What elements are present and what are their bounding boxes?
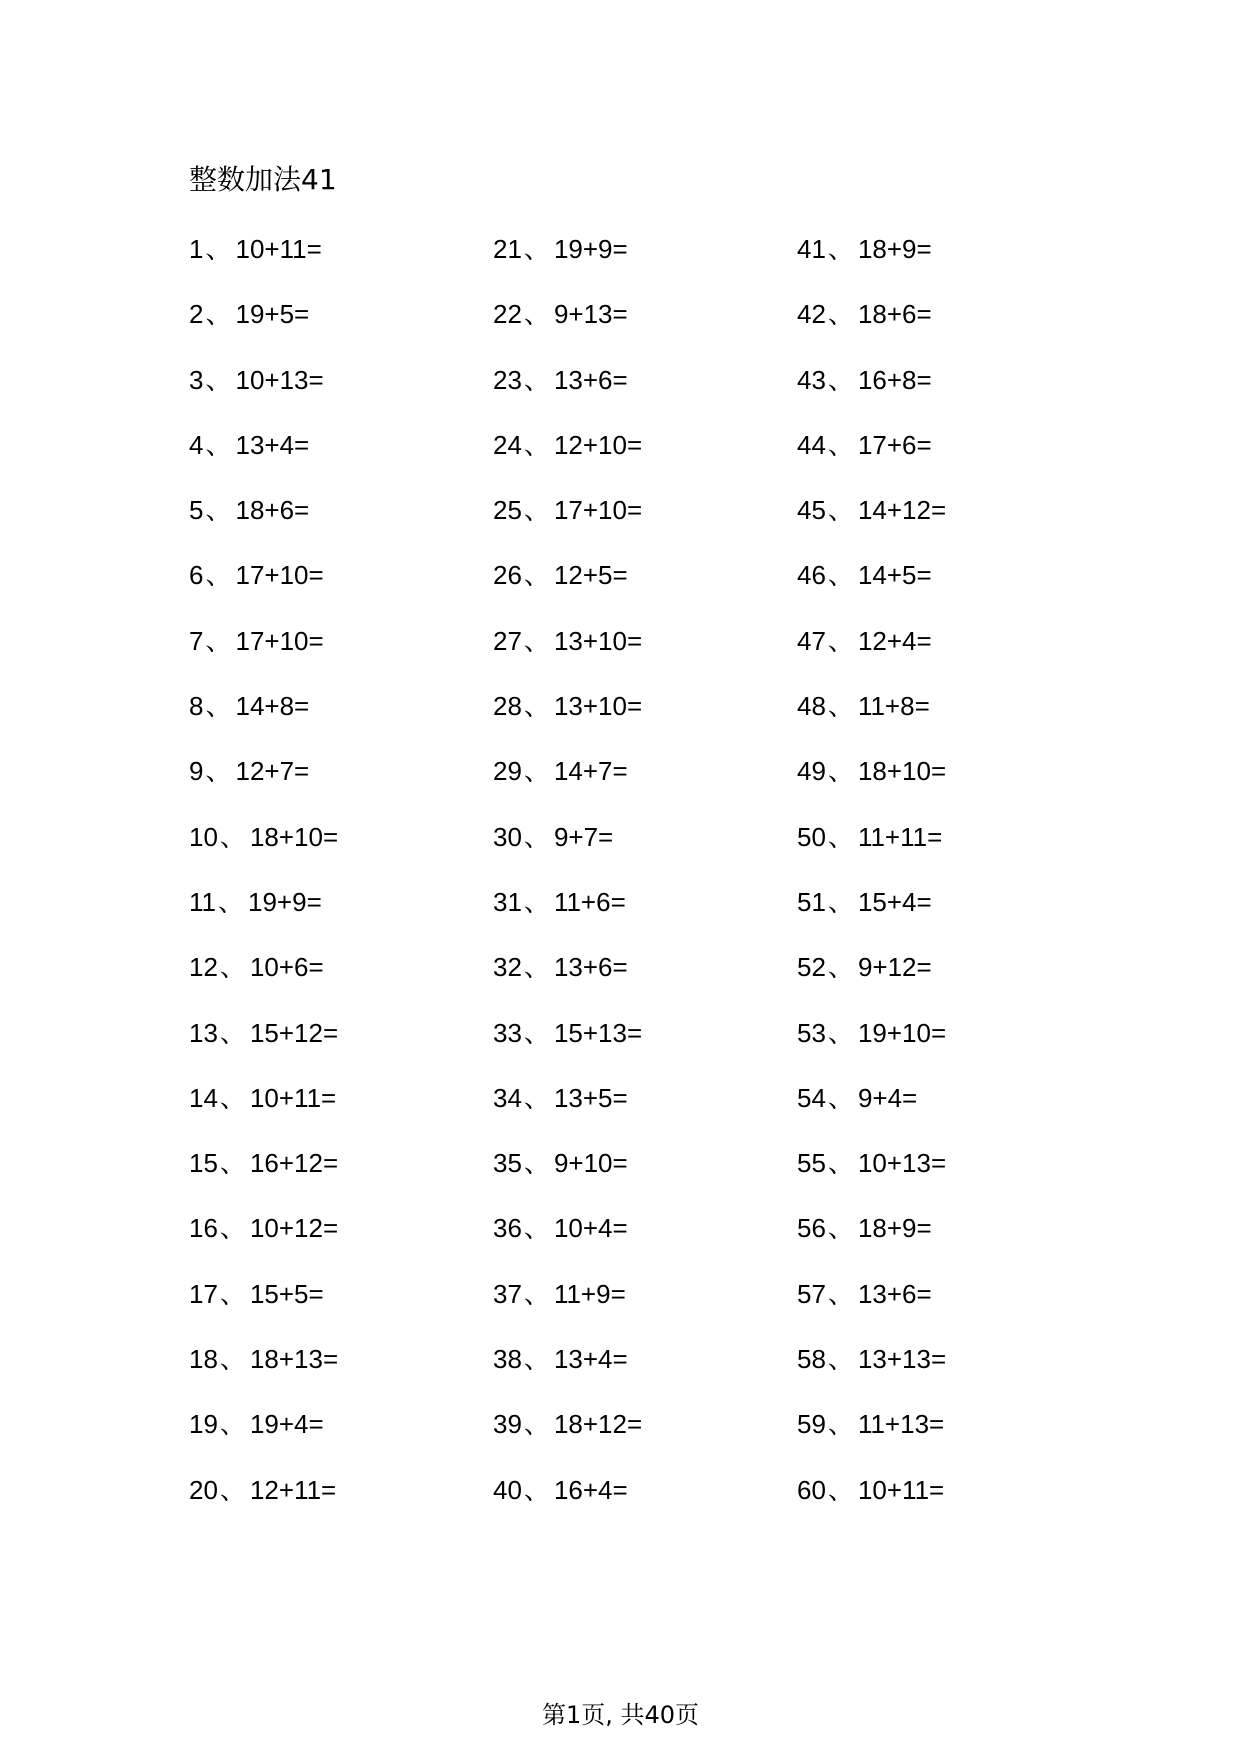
problem-expression: 11+9=	[553, 1278, 626, 1309]
problem-separator: 、	[219, 822, 246, 853]
problem-item	[797, 1013, 946, 1078]
problem-expression: 13+5=	[553, 1082, 628, 1113]
problem-expression: 14+7=	[553, 756, 628, 787]
problem-number: 28	[493, 691, 522, 722]
problem-item	[797, 817, 946, 882]
problem-expression: 11+11=	[857, 821, 943, 852]
problem-number: 56	[797, 1213, 826, 1244]
problem-expression: 19+5=	[235, 299, 310, 330]
problem-separator: 、	[827, 365, 854, 396]
problem-separator: 、	[827, 757, 854, 788]
problem-item	[189, 360, 338, 425]
problem-column-2	[493, 229, 642, 1535]
problem-separator: 、	[827, 561, 854, 592]
problem-separator: 、	[205, 692, 232, 723]
problem-number: 58	[797, 1344, 826, 1375]
problem-number: 30	[493, 821, 522, 852]
problem-number: 55	[797, 1148, 826, 1179]
problem-expression: 9+10=	[553, 1148, 628, 1179]
problem-item	[797, 751, 946, 816]
problem-number: 36	[493, 1213, 522, 1244]
problem-number: 15	[189, 1148, 218, 1179]
problem-separator: 、	[827, 1475, 854, 1506]
problem-item	[493, 1404, 642, 1469]
problem-number: 29	[493, 756, 522, 787]
problem-number: 3	[189, 364, 204, 395]
problem-expression: 13+6=	[553, 952, 628, 983]
problem-separator: 、	[205, 235, 232, 265]
problem-column-3	[797, 229, 946, 1535]
problem-expression: 13+13=	[857, 1344, 947, 1375]
problem-item	[189, 1339, 338, 1404]
problem-number: 31	[493, 886, 522, 917]
problem-expression: 13+4=	[235, 429, 310, 460]
problem-expression: 10+4=	[553, 1213, 628, 1244]
problem-number: 49	[797, 756, 826, 787]
problem-separator: 、	[523, 757, 550, 788]
problem-column-1	[189, 229, 338, 1535]
problem-number: 27	[493, 625, 522, 656]
problem-separator: 、	[219, 1279, 246, 1310]
problem-expression: 18+10=	[857, 756, 947, 787]
problem-item	[493, 947, 642, 1012]
problem-separator: 、	[827, 953, 854, 984]
problem-item	[797, 425, 946, 490]
problem-item	[493, 425, 642, 490]
problem-item	[797, 555, 946, 620]
problem-separator: 、	[219, 1475, 246, 1506]
problem-separator: 、	[827, 1214, 854, 1245]
problem-item	[189, 1078, 338, 1143]
problem-item	[797, 294, 946, 359]
problem-item	[797, 1208, 946, 1273]
problem-item	[189, 1208, 338, 1273]
problem-expression: 10+11=	[235, 234, 322, 264]
problem-expression: 14+8=	[235, 691, 310, 722]
problem-item	[189, 1013, 338, 1078]
problem-item	[189, 686, 338, 751]
problem-expression: 19+9=	[248, 886, 322, 917]
problem-separator: 、	[827, 300, 854, 331]
problem-number: 33	[493, 1017, 522, 1048]
problem-number: 51	[797, 886, 826, 917]
problem-number: 13	[189, 1017, 218, 1048]
problem-separator: 、	[523, 300, 550, 331]
problem-separator: 、	[523, 430, 550, 461]
problem-expression: 11+13=	[857, 1409, 945, 1440]
problem-expression: 16+8=	[857, 364, 932, 395]
problem-item	[189, 1404, 338, 1469]
problem-number: 46	[797, 560, 826, 591]
problem-item	[493, 751, 642, 816]
problem-item	[189, 229, 338, 294]
problem-item	[189, 1274, 338, 1339]
problem-number: 39	[493, 1409, 522, 1440]
problem-separator: 、	[827, 1018, 854, 1049]
problem-expression: 15+4=	[857, 886, 932, 917]
problem-expression: 18+9=	[857, 1213, 932, 1244]
problem-item	[797, 621, 946, 686]
problem-separator: 、	[827, 692, 854, 723]
problem-separator: 、	[827, 430, 854, 461]
problem-number: 35	[493, 1148, 522, 1179]
problem-separator: 、	[523, 496, 550, 527]
problem-expression: 14+5=	[857, 560, 932, 591]
problem-expression: 13+6=	[553, 364, 628, 395]
problem-item	[493, 1208, 642, 1273]
problem-expression: 18+12=	[553, 1409, 643, 1440]
problem-separator: 、	[219, 1018, 246, 1049]
problem-number: 40	[493, 1474, 522, 1505]
problem-item	[189, 294, 338, 359]
problem-expression: 16+12=	[249, 1148, 339, 1179]
problem-separator: 、	[205, 430, 232, 461]
problem-item	[797, 1078, 946, 1143]
problem-item	[189, 621, 338, 686]
problem-item	[493, 1339, 642, 1404]
problem-expression: 9+7=	[553, 821, 614, 852]
page-title: 整数加法41	[189, 163, 337, 196]
problem-expression: 14+12=	[857, 495, 947, 526]
problem-item	[189, 817, 338, 882]
problem-separator: 、	[205, 561, 232, 592]
problem-expression: 18+13=	[249, 1344, 339, 1375]
problem-expression: 11+8=	[857, 691, 930, 722]
problem-item	[797, 947, 946, 1012]
problem-number: 54	[797, 1082, 826, 1113]
problem-item	[189, 751, 338, 816]
problem-expression: 19+4=	[249, 1409, 324, 1440]
problem-expression: 13+10=	[553, 625, 643, 656]
problem-separator: 、	[219, 1410, 246, 1441]
problem-number: 23	[493, 364, 522, 395]
problem-item	[493, 555, 642, 620]
problem-separator: 、	[827, 1083, 854, 1114]
problem-item	[493, 1274, 642, 1339]
problem-separator: 、	[523, 235, 550, 265]
problem-number: 9	[189, 756, 204, 787]
problem-number: 26	[493, 560, 522, 591]
problem-separator: 、	[205, 626, 232, 657]
problem-number: 44	[797, 429, 826, 460]
problem-item	[797, 1339, 946, 1404]
problem-separator: 、	[827, 235, 854, 265]
problem-separator: 、	[523, 1083, 550, 1114]
problem-number: 52	[797, 952, 826, 983]
problem-number: 48	[797, 691, 826, 722]
problem-number: 38	[493, 1344, 522, 1375]
problem-item	[797, 1143, 946, 1208]
problem-separator: 、	[523, 953, 550, 984]
problem-expression: 10+6=	[249, 952, 324, 983]
problem-expression: 9+4=	[857, 1082, 918, 1113]
problem-number: 41	[797, 234, 826, 264]
problem-item	[189, 1470, 338, 1535]
problem-separator: 、	[827, 626, 854, 657]
problem-expression: 18+9=	[857, 234, 932, 264]
problem-item	[493, 1143, 642, 1208]
problem-expression: 19+10=	[857, 1017, 947, 1048]
problem-separator: 、	[218, 887, 245, 918]
problem-number: 6	[189, 560, 204, 591]
problem-expression: 15+12=	[249, 1017, 339, 1048]
problem-expression: 16+4=	[553, 1474, 628, 1505]
problem-item	[797, 882, 946, 947]
problem-separator: 、	[523, 1475, 550, 1506]
problem-number: 20	[189, 1474, 218, 1505]
problem-expression: 15+5=	[249, 1278, 324, 1309]
problem-item	[493, 360, 642, 425]
problem-number: 12	[189, 952, 218, 983]
problem-item	[493, 621, 642, 686]
problem-number: 18	[189, 1344, 218, 1375]
problem-separator: 、	[219, 1214, 246, 1245]
problem-separator: 、	[827, 822, 854, 853]
problem-number: 24	[493, 429, 522, 460]
problem-separator: 、	[523, 1149, 550, 1180]
problem-expression: 10+13=	[857, 1148, 947, 1179]
problem-expression: 12+11=	[249, 1474, 337, 1505]
problem-number: 34	[493, 1082, 522, 1113]
problem-number: 1	[189, 234, 204, 264]
problem-expression: 18+6=	[857, 299, 932, 330]
problem-expression: 12+10=	[553, 429, 643, 460]
problem-item	[493, 490, 642, 555]
problem-expression: 12+4=	[857, 625, 932, 656]
problem-item	[189, 947, 338, 1012]
problem-number: 50	[797, 821, 826, 852]
problem-item	[493, 817, 642, 882]
problem-expression: 17+10=	[553, 495, 643, 526]
problem-number: 42	[797, 299, 826, 330]
problem-expression: 13+10=	[553, 691, 643, 722]
problem-item	[189, 555, 338, 620]
problem-separator: 、	[523, 365, 550, 396]
problem-expression: 13+6=	[857, 1278, 932, 1309]
problem-item	[493, 1470, 642, 1535]
problem-separator: 、	[205, 300, 232, 331]
problem-separator: 、	[205, 365, 232, 396]
problem-item	[493, 882, 642, 947]
problem-number: 7	[189, 625, 204, 656]
problem-item	[189, 882, 338, 947]
problem-expression: 17+10=	[235, 625, 324, 656]
problem-separator: 、	[523, 1279, 550, 1310]
problem-number: 10	[189, 821, 218, 852]
problem-number: 11	[189, 886, 216, 917]
problem-separator: 、	[827, 887, 854, 918]
problem-number: 19	[189, 1409, 218, 1440]
problem-separator: 、	[219, 1149, 246, 1180]
problem-number: 59	[797, 1409, 826, 1440]
page-footer: 第1页, 共40页	[541, 1701, 700, 1729]
problem-expression: 19+9=	[553, 234, 628, 264]
problem-number: 47	[797, 625, 826, 656]
problem-separator: 、	[523, 1018, 550, 1049]
problem-item	[189, 425, 338, 490]
problem-number: 43	[797, 364, 826, 395]
problem-item	[189, 1143, 338, 1208]
problem-expression: 18+6=	[235, 495, 310, 526]
problem-item	[797, 229, 946, 294]
problem-item	[493, 1078, 642, 1143]
problem-number: 25	[493, 495, 522, 526]
problem-item	[797, 490, 946, 555]
problem-separator: 、	[523, 626, 550, 657]
problem-expression: 12+5=	[553, 560, 628, 591]
problem-separator: 、	[523, 1410, 550, 1441]
problem-separator: 、	[205, 496, 232, 527]
problem-separator: 、	[523, 561, 550, 592]
problem-separator: 、	[523, 692, 550, 723]
problem-separator: 、	[219, 1083, 246, 1114]
problem-number: 37	[493, 1278, 522, 1309]
problem-number: 2	[189, 299, 204, 330]
problem-separator: 、	[827, 496, 854, 527]
problem-number: 21	[493, 234, 522, 264]
problem-expression: 18+10=	[249, 821, 339, 852]
problem-expression: 12+7=	[235, 756, 310, 787]
problem-item	[797, 360, 946, 425]
problem-item	[797, 686, 946, 751]
problem-expression: 13+4=	[553, 1344, 628, 1375]
problem-item	[797, 1404, 946, 1469]
problem-number: 17	[189, 1278, 218, 1309]
problem-number: 4	[189, 429, 204, 460]
problem-separator: 、	[219, 953, 246, 984]
problem-separator: 、	[523, 887, 550, 918]
problem-separator: 、	[205, 757, 232, 788]
problem-number: 32	[493, 952, 522, 983]
problem-separator: 、	[523, 1345, 550, 1376]
problem-number: 60	[797, 1474, 826, 1505]
problem-expression: 10+12=	[249, 1213, 339, 1244]
problem-item	[189, 490, 338, 555]
problem-item	[493, 686, 642, 751]
problem-number: 16	[189, 1213, 218, 1244]
problem-expression: 17+6=	[857, 429, 932, 460]
problem-separator: 、	[523, 822, 550, 853]
problem-separator: 、	[827, 1410, 854, 1441]
problem-number: 5	[189, 495, 204, 526]
problem-number: 22	[493, 299, 522, 330]
problem-separator: 、	[827, 1345, 854, 1376]
problem-number: 57	[797, 1278, 826, 1309]
problem-separator: 、	[219, 1345, 246, 1376]
problem-item	[797, 1274, 946, 1339]
problem-item	[797, 1470, 946, 1535]
problem-number: 8	[189, 691, 204, 722]
problem-expression: 10+13=	[235, 364, 324, 395]
problem-item	[493, 1013, 642, 1078]
problem-number: 53	[797, 1017, 826, 1048]
problem-expression: 9+13=	[553, 299, 628, 330]
problem-number: 45	[797, 495, 826, 526]
problem-separator: 、	[827, 1149, 854, 1180]
problem-expression: 17+10=	[235, 560, 324, 591]
problem-expression: 11+6=	[553, 886, 626, 917]
problem-separator: 、	[827, 1279, 854, 1310]
problem-expression: 10+11=	[249, 1082, 337, 1113]
problem-expression: 15+13=	[553, 1017, 643, 1048]
problem-item	[493, 229, 642, 294]
problem-expression: 10+11=	[857, 1474, 945, 1505]
problem-number: 14	[189, 1082, 218, 1113]
problem-expression: 9+12=	[857, 952, 932, 983]
problem-item	[493, 294, 642, 359]
problem-separator: 、	[523, 1214, 550, 1245]
